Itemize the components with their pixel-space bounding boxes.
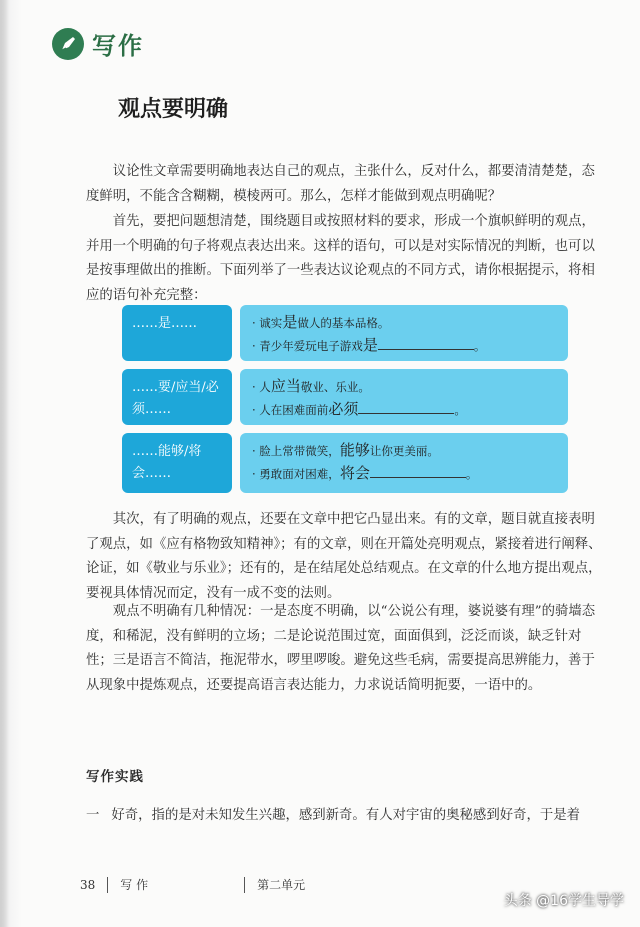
example-sentence: · 脸上常带微笑，能够让你更美丽。 <box>252 441 439 459</box>
example-sentence: · 诚实是做人的基本品格。 <box>252 313 390 331</box>
paragraph-first: 首先，要把问题想清楚，围绕题目或按照材料的要求，形成一个旗帜鲜明的观点，并用一个明确的句子将观点表达出来。这样的语句，可以是对实际情况的判断，也可以是按事理做出的推断。下面列举了一些表达议论观点的不同方式，请你根据提示，将相应的语句补充完整： <box>86 214 595 303</box>
example-pattern: ……是…… <box>122 305 232 361</box>
paragraph-intro: 议论性文章需要明确地表达自己的观点，主张什么，反对什么，都要清清楚楚，态度鲜明，不能含含糊糊，模棱两可。那么，怎样才能做到观点明确呢？ <box>86 164 595 204</box>
examples-block <box>122 305 568 501</box>
practice-heading: 写作实践 <box>86 769 144 785</box>
example-sentences <box>240 369 568 425</box>
footer-section: 写 作 <box>120 878 149 892</box>
example-row <box>122 433 568 493</box>
practice-text: 好奇，指的是对未知发生兴趣，感到新奇。有人对宇宙的奥秘感到好奇，于是着 <box>111 808 581 823</box>
example-row <box>122 369 568 425</box>
example-sentence-blank: · 勇敢面对困难，将会 。 <box>252 464 478 482</box>
page-binding-shadow <box>0 0 10 927</box>
lesson-title: 观点要明确 <box>118 97 229 122</box>
paragraph-second: 其次，有了明确的观点，还要在文章中把它凸显出来。有的文章，题目就直接表明了观点，如《应有格物致知精神》；有的文章，则在开篇处亮明观点，紧接着进行阐释、论证，如《敬业与乐业》；还有的，是在结尾处总结观点。在文章的什么地方提出观点，要视具体情况而定，没有一成不变的法则。 <box>86 512 602 601</box>
practice-item <box>86 806 626 826</box>
page-number: 38 <box>80 877 96 892</box>
section-label: 写作 <box>92 32 144 60</box>
keyword: 必须 <box>328 400 359 418</box>
footer-divider <box>107 877 108 893</box>
keyword: 将会 <box>339 464 370 482</box>
page-footer <box>80 876 305 893</box>
example-pattern: ……能够/将会…… <box>122 433 232 493</box>
example-row <box>122 305 568 361</box>
watermark: 头条 @16学生导学 <box>503 893 624 909</box>
keyword: 是 <box>282 313 298 331</box>
example-sentence-blank: · 青少年爱玩电子游戏是 。 <box>252 336 486 354</box>
example-sentences <box>240 433 568 493</box>
paragraph-third: 观点不明确有几种情况：一是态度不明确，以“公说公有理，婆说婆有理”的骑墙态度，和稀泥，没有鲜明的立场；二是论说范围过宽，面面俱到，泛泛而谈，缺乏针对性；三是语言不简洁，拖泥带水，啰里啰唆。避免这些毛病，需要提高思辨能力，善于从现象中提炼观点，还要提高语言表达能力，力求说话简明扼要，一语中的。 <box>86 604 596 693</box>
example-pattern: ……要/应当/必须…… <box>122 369 232 425</box>
pen-icon <box>52 28 84 60</box>
fill-blank <box>370 465 466 478</box>
keyword: 能够 <box>339 441 370 459</box>
example-sentence-blank: · 人在困难面前必须 。 <box>252 400 466 418</box>
fill-blank <box>358 401 454 414</box>
section-header <box>52 26 144 61</box>
keyword: 是 <box>362 336 378 354</box>
practice-number: 一 <box>86 808 100 823</box>
example-sentence: · 人应当敬业、乐业。 <box>252 377 370 395</box>
footer-divider <box>244 877 245 893</box>
fill-blank <box>378 337 474 350</box>
example-sentences <box>240 305 568 361</box>
footer-unit: 第二单元 <box>257 878 306 892</box>
keyword: 应当 <box>270 377 301 395</box>
